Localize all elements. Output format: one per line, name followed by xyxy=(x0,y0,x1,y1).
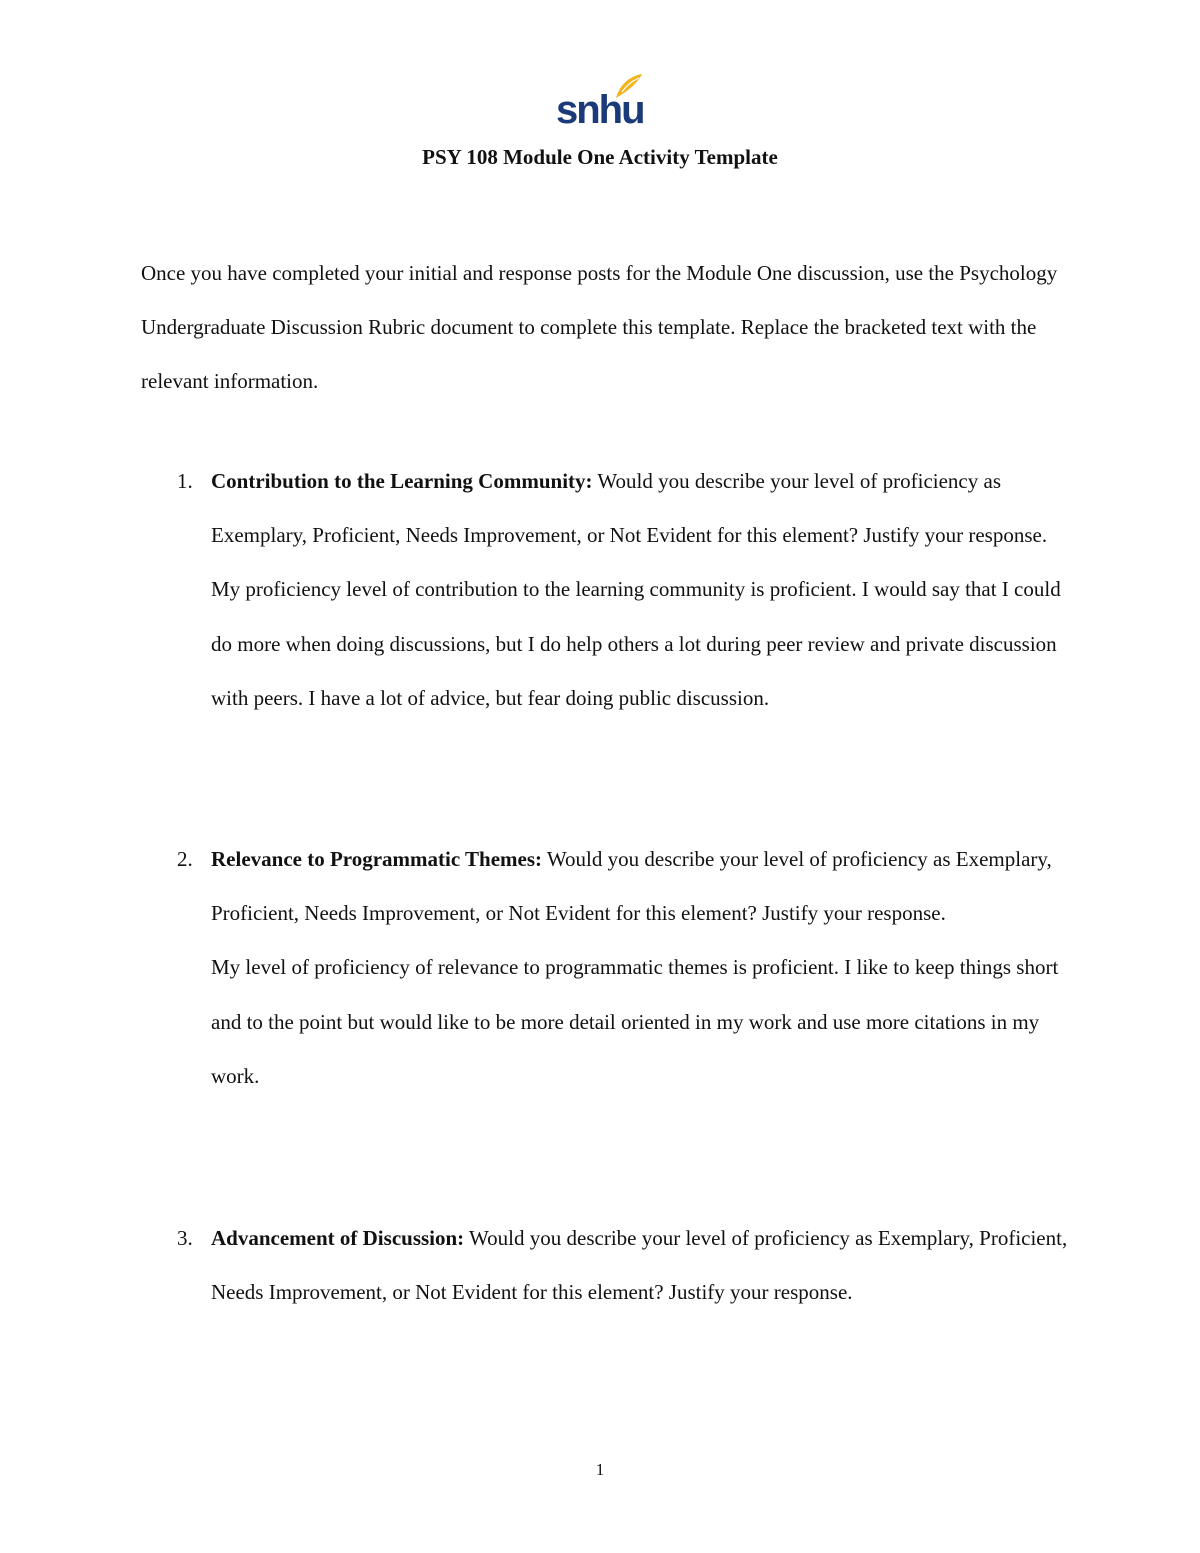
item-answer: My level of proficiency of relevance to programmatic themes is proficient. I like to keep things short and to the point but would like to be more detail oriented in my work and use more citations in my work. xyxy=(211,955,1059,1088)
item-number: 1. xyxy=(177,469,193,493)
item-heading: Advancement of Discussion: xyxy=(211,1226,465,1250)
item-body xyxy=(211,454,1071,725)
page-number: 1 xyxy=(595,1460,605,1479)
item-heading: Contribution to the Learning Community: xyxy=(211,469,593,493)
item-number: 3. xyxy=(177,1226,193,1250)
item-prompt: Would you describe your level of proficiency as Exemplary, Proficient, Needs Improvement, or Not Evident for this element? Justify your response. xyxy=(211,469,1048,548)
item-number: 2. xyxy=(177,847,193,871)
intro-paragraph: Once you have completed your initial and response posts for the Module One discussion, use the Psychology Undergraduate Discussion Rubric document to complete this template. Replace the bracketed text with the relevant information. xyxy=(141,261,1058,394)
logo-wordmark: snhu xyxy=(556,88,644,132)
item-body xyxy=(211,1211,1071,1319)
snhu-logo xyxy=(552,70,644,134)
item-prompt: Would you describe your level of proficiency as Exemplary, Proficient, Needs Improvement, or Not Evident for this element? Justify your response. xyxy=(211,1226,1068,1305)
item-heading: Relevance to Programmatic Themes: xyxy=(211,847,543,871)
item-prompt: Would you describe your level of proficiency as Exemplary, Proficient, Needs Improvement, or Not Evident for this element? Justify your response. xyxy=(211,847,1052,926)
item-answer: My proficiency level of contribution to the learning community is proficient. I would say that I could do more when doing discussions, but I do help others a lot during peer review and private discussion with peers. I have a lot of advice, but fear doing public discussion. xyxy=(211,577,1061,710)
document-title: PSY 108 Module One Activity Template xyxy=(422,145,778,169)
item-body xyxy=(211,832,1071,1103)
